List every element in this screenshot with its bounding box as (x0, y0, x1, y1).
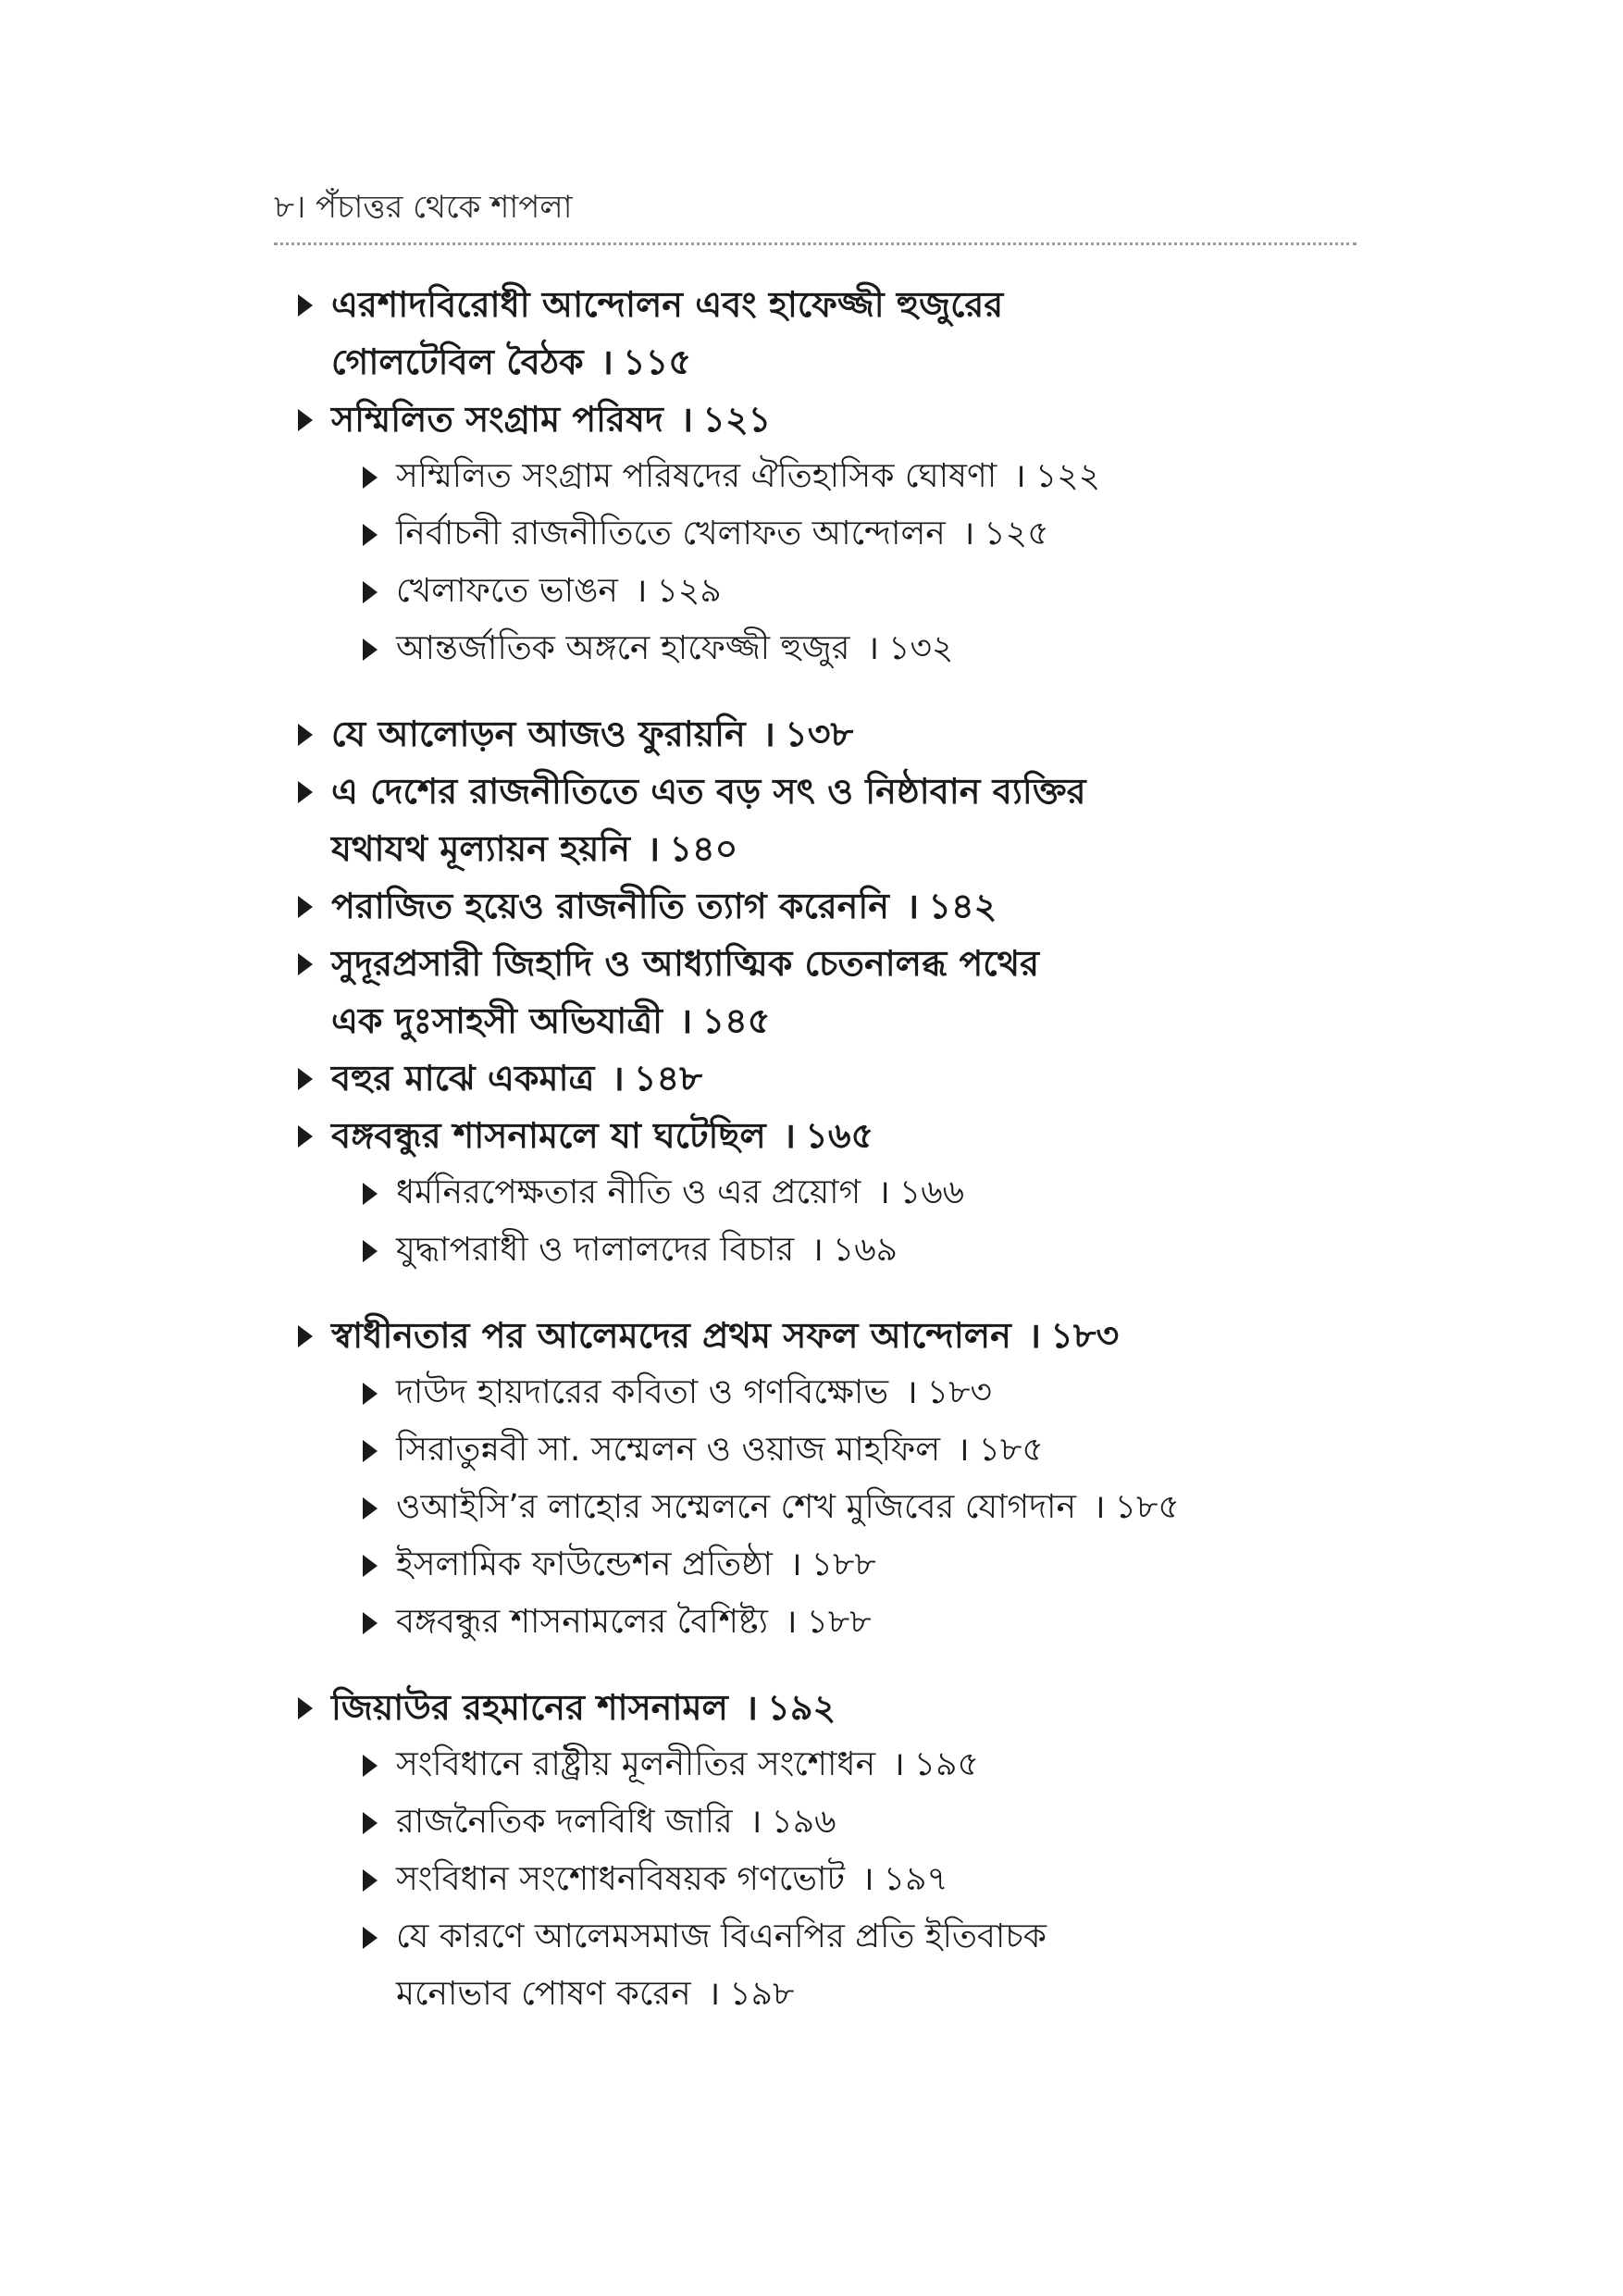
toc-entry-section (294, 1536, 1405, 1594)
toc-entry-section (294, 1364, 1405, 1421)
toc-entry-title: খেলাফতে ভাঙন (396, 572, 618, 610)
toc-entry-title-line (331, 276, 1405, 333)
triangle-bullet-icon (298, 781, 313, 803)
page-separator: । (749, 1803, 762, 1841)
toc-entry-title-line (396, 1536, 1405, 1594)
page-separator: । (762, 714, 776, 754)
page-separator: । (811, 1231, 824, 1269)
toc-entry-chapter (294, 763, 1405, 877)
toc-page-number: ১৪২ (928, 886, 997, 926)
toc-entry-title: এ দেশের রাজনীতিতে এত বড় সৎ ও নিষ্ঠাবান ব্যক্তির (331, 771, 1086, 812)
toc-entry-title: সংবিধান সংশোধনবিষয়ক গণভোট (396, 1860, 846, 1898)
toc-entry-title-line (396, 1966, 1405, 2023)
toc-entry-title-line (331, 763, 1405, 820)
page-separator: । (784, 1603, 798, 1641)
book-title: পঁচাত্তর থেকে শাপলা (316, 189, 573, 226)
toc-entry-title-line (331, 705, 1405, 763)
toc-page-number: ১৬৯ (832, 1231, 898, 1269)
toc-entry-title-line (396, 1421, 1405, 1479)
triangle-bullet-icon (298, 409, 313, 431)
triangle-bullet-icon (363, 1240, 378, 1262)
page-separator: । (744, 1687, 759, 1728)
triangle-bullet-icon (298, 1125, 313, 1148)
page-separator: । (905, 886, 920, 926)
toc-page-number: ১৮৮ (811, 1545, 876, 1583)
toc-entry-chapter (294, 1049, 1405, 1107)
toc-entry-title-line (396, 1164, 1405, 1222)
toc-entry-title-line (331, 1307, 1405, 1364)
toc-entry-title: পরাজিত হয়েও রাজনীতি ত্যাগ করেননি (331, 886, 889, 926)
running-header (274, 185, 572, 230)
triangle-bullet-icon (298, 1068, 313, 1090)
toc-entry-title-line (396, 505, 1405, 563)
toc-entry-title: সম্মিলিত সংগ্রাম পরিষদ (331, 399, 663, 440)
page-separator: । (611, 1058, 625, 1098)
toc-page-number: ১২৯ (656, 572, 722, 610)
toc-page-number: ১৮৩ (1050, 1315, 1120, 1356)
toc-entry-chapter (294, 705, 1405, 763)
toc-entry-title-line (396, 620, 1405, 677)
triangle-bullet-icon (298, 294, 313, 316)
toc-page-number: ১৯৭ (883, 1860, 948, 1898)
toc-entry-section (294, 1421, 1405, 1479)
toc-page-number: ১৩২ (888, 629, 954, 667)
toc-entry-title-line (331, 391, 1405, 448)
toc-entry-section (294, 1736, 1405, 1793)
toc-entry-title-line (331, 1107, 1405, 1164)
toc-entry-section (294, 448, 1405, 505)
page-separator: । (634, 572, 648, 610)
toc-entry-chapter (294, 877, 1405, 935)
toc-entry-title: রাজনৈতিক দলবিধি জারি (396, 1803, 733, 1841)
toc-entry-section (294, 1793, 1405, 1851)
page-separator: । (961, 515, 975, 552)
toc-page-number: ১৮৫ (1114, 1488, 1180, 1526)
triangle-bullet-icon (363, 639, 378, 661)
triangle-bullet-icon (363, 1755, 378, 1777)
triangle-bullet-icon (363, 1555, 378, 1577)
page-separator: । (679, 399, 694, 440)
toc-page-number: ১৯৬ (771, 1803, 836, 1841)
toc-page-number: ১৪৮ (633, 1058, 702, 1098)
toc-entry-title-line (331, 333, 1405, 391)
toc-entry-section (294, 1908, 1405, 2023)
toc-entry-section (294, 1594, 1405, 1651)
triangle-bullet-icon (363, 524, 378, 546)
toc-page-number: ১২১ (702, 399, 772, 440)
toc-page-number: ১১৫ (623, 341, 691, 382)
page-separator: । (957, 1431, 970, 1469)
toc-page-number: ১৬৫ (805, 1115, 874, 1156)
triangle-bullet-icon (298, 1697, 313, 1719)
toc-entry-section (294, 1851, 1405, 1908)
triangle-bullet-icon (363, 581, 378, 603)
page-separator: । (1013, 457, 1026, 495)
toc-entry-title: বঙ্গবন্ধুর শাসনামলে যা ঘটেছিল (331, 1115, 766, 1156)
toc-entry-title-line (396, 1364, 1405, 1421)
toc-entry-section (294, 563, 1405, 620)
toc-page-number: ১৮৮ (806, 1603, 872, 1641)
toc-entry-title-line (331, 1049, 1405, 1107)
toc-entry-title: যুদ্ধাপরাধী ও দালালদের বিচার (396, 1231, 795, 1269)
toc-entry-title: সিরাতুন্নবী সা. সম্মেলন ও ওয়াজ মাহফিল (396, 1431, 941, 1469)
toc-entry-chapter (294, 1107, 1405, 1164)
triangle-bullet-icon (363, 1440, 378, 1462)
toc-entry-title-line (396, 1479, 1405, 1536)
toc-entry-section (294, 1164, 1405, 1222)
page-separator: । (1027, 1315, 1042, 1356)
triangle-bullet-icon (298, 953, 313, 975)
triangle-bullet-icon (298, 724, 313, 746)
toc-page-number: ১২২ (1035, 457, 1101, 495)
toc-page-number: ১৯২ (767, 1687, 836, 1728)
toc-entry-title: গোলটেবিল বৈঠক (331, 341, 584, 382)
toc-entry-chapter (294, 1307, 1405, 1364)
triangle-bullet-icon (363, 1183, 378, 1205)
toc-page-number: ১৪৫ (701, 1000, 771, 1041)
toc-entry-title: সংবিধানে রাষ্ট্রীয় মূলনীতির সংশোধন (396, 1745, 876, 1783)
toc-entry-title: যথাযথ মূল্যায়ন হয়নি (331, 828, 630, 869)
toc-entry-chapter (294, 935, 1405, 1049)
toc-entry-title-line (396, 1851, 1405, 1908)
page-separator: । (646, 828, 661, 869)
toc-entry-title: যে কারণে আলেমসমাজ বিএনপির প্রতি ইতিবাচক (396, 1917, 1047, 1955)
page-separator: । (892, 1745, 905, 1783)
toc-page-number: ১২৫ (984, 515, 1049, 552)
toc-entry-title: ইসলামিক ফাউন্ডেশন প্রতিষ্ঠা (396, 1545, 773, 1583)
page-number: ৮ (274, 189, 295, 226)
toc-entry-title-line (396, 1736, 1405, 1793)
toc-page-number: ১৬৬ (898, 1173, 965, 1211)
toc-entry-title: আন্তর্জাতিক অঙ্গনে হাফেজ্জী হুজুর (396, 629, 850, 667)
toc-entry-title-line (331, 935, 1405, 992)
page-separator: । (679, 1000, 693, 1041)
toc-page-number: ১৯৮ (729, 1975, 795, 2013)
toc-entry-section (294, 1222, 1405, 1279)
toc-entry-title-line (331, 820, 1405, 877)
page-separator: । (1092, 1488, 1106, 1526)
toc-entry-title: বহুর মাঝে একমাত্র (331, 1058, 595, 1098)
triangle-bullet-icon (363, 1497, 378, 1520)
toc-entry-title-line (396, 448, 1405, 505)
header-dotted-rule (274, 242, 1357, 245)
page-separator: । (905, 1373, 918, 1411)
toc-entry-title-line (331, 1679, 1405, 1736)
toc-entry-title-line (396, 563, 1405, 620)
toc-entry-title: যে আলোড়ন আজও ফুরায়নি (331, 714, 746, 754)
toc-entry-title: মনোভাব পোষণ করেন (396, 1975, 691, 2013)
toc-entry-title: নির্বাচনী রাজনীতিতে খেলাফত আন্দোলন (396, 515, 946, 552)
toc-page-number: ১৮৩ (926, 1373, 992, 1411)
toc-entry-section (294, 1479, 1405, 1536)
page-separator: । (782, 1115, 797, 1156)
triangle-bullet-icon (363, 1812, 378, 1834)
toc-entry-section (294, 505, 1405, 563)
toc-page-number: ১৯৫ (913, 1745, 979, 1783)
toc-entry-title: জিয়াউর রহমানের শাসনামল (331, 1687, 728, 1728)
toc-entry-title: এক দুঃসাহসী অভিযাত্রী (331, 1000, 663, 1041)
toc-entry-title: এরশাদবিরোধী আন্দোলন এবং হাফেজ্জী হুজুরের (331, 284, 1004, 325)
toc-page-number: ১৮৫ (978, 1431, 1044, 1469)
toc-entry-title-line (331, 992, 1405, 1049)
toc-entry-title: সুদূরপ্রসারী জিহাদি ও আধ্যাত্মিক চেতনালব্ধ পথের (331, 943, 1040, 984)
toc-entry-title: স্বাধীনতার পর আলেমদের প্রথম সফল আন্দোলন (331, 1315, 1011, 1356)
toc-entry-title-line (396, 1222, 1405, 1279)
triangle-bullet-icon (363, 1612, 378, 1634)
toc-entry-title: বঙ্গবন্ধুর শাসনামলের বৈশিষ্ট্য (396, 1603, 768, 1641)
toc-entry-title: ওআইসি’র লাহোর সম্মেলনে শেখ মুজিবের যোগদান (396, 1488, 1076, 1526)
triangle-bullet-icon (298, 1325, 313, 1347)
toc-entry-chapter (294, 1679, 1405, 1736)
triangle-bullet-icon (363, 1383, 378, 1405)
toc-page-number: ১৪০ (669, 828, 738, 869)
triangle-bullet-icon (363, 1869, 378, 1892)
toc-page-number: ১৩৮ (785, 714, 854, 754)
toc-entry-title: দাউদ হায়দারের কবিতা ও গণবিক্ষোভ (396, 1373, 889, 1411)
triangle-bullet-icon (298, 896, 313, 918)
triangle-bullet-icon (363, 1927, 378, 1949)
header-separator: । (294, 189, 306, 226)
toc-entry-title-line (396, 1594, 1405, 1651)
toc-entry-section (294, 620, 1405, 677)
page-separator: । (707, 1975, 721, 2013)
toc-entry-chapter (294, 391, 1405, 448)
toc-entry-title-line (396, 1908, 1405, 1966)
triangle-bullet-icon (363, 466, 378, 489)
toc-entry-title-line (396, 1793, 1405, 1851)
page-separator: । (600, 341, 614, 382)
toc-entry-title: ধর্মনিরপেক্ষতার নীতি ও এর প্রয়োগ (396, 1173, 861, 1211)
page-separator: । (866, 629, 880, 667)
toc-entry-title-line (331, 877, 1405, 935)
page-separator: । (877, 1173, 890, 1211)
page-separator: । (861, 1860, 874, 1898)
table-of-contents (294, 276, 1405, 2023)
page-separator: । (789, 1545, 802, 1583)
toc-entry-title: সম্মিলিত সংগ্রাম পরিষদের ঐতিহাসিক ঘোষণা (396, 457, 997, 495)
toc-entry-chapter (294, 276, 1405, 391)
